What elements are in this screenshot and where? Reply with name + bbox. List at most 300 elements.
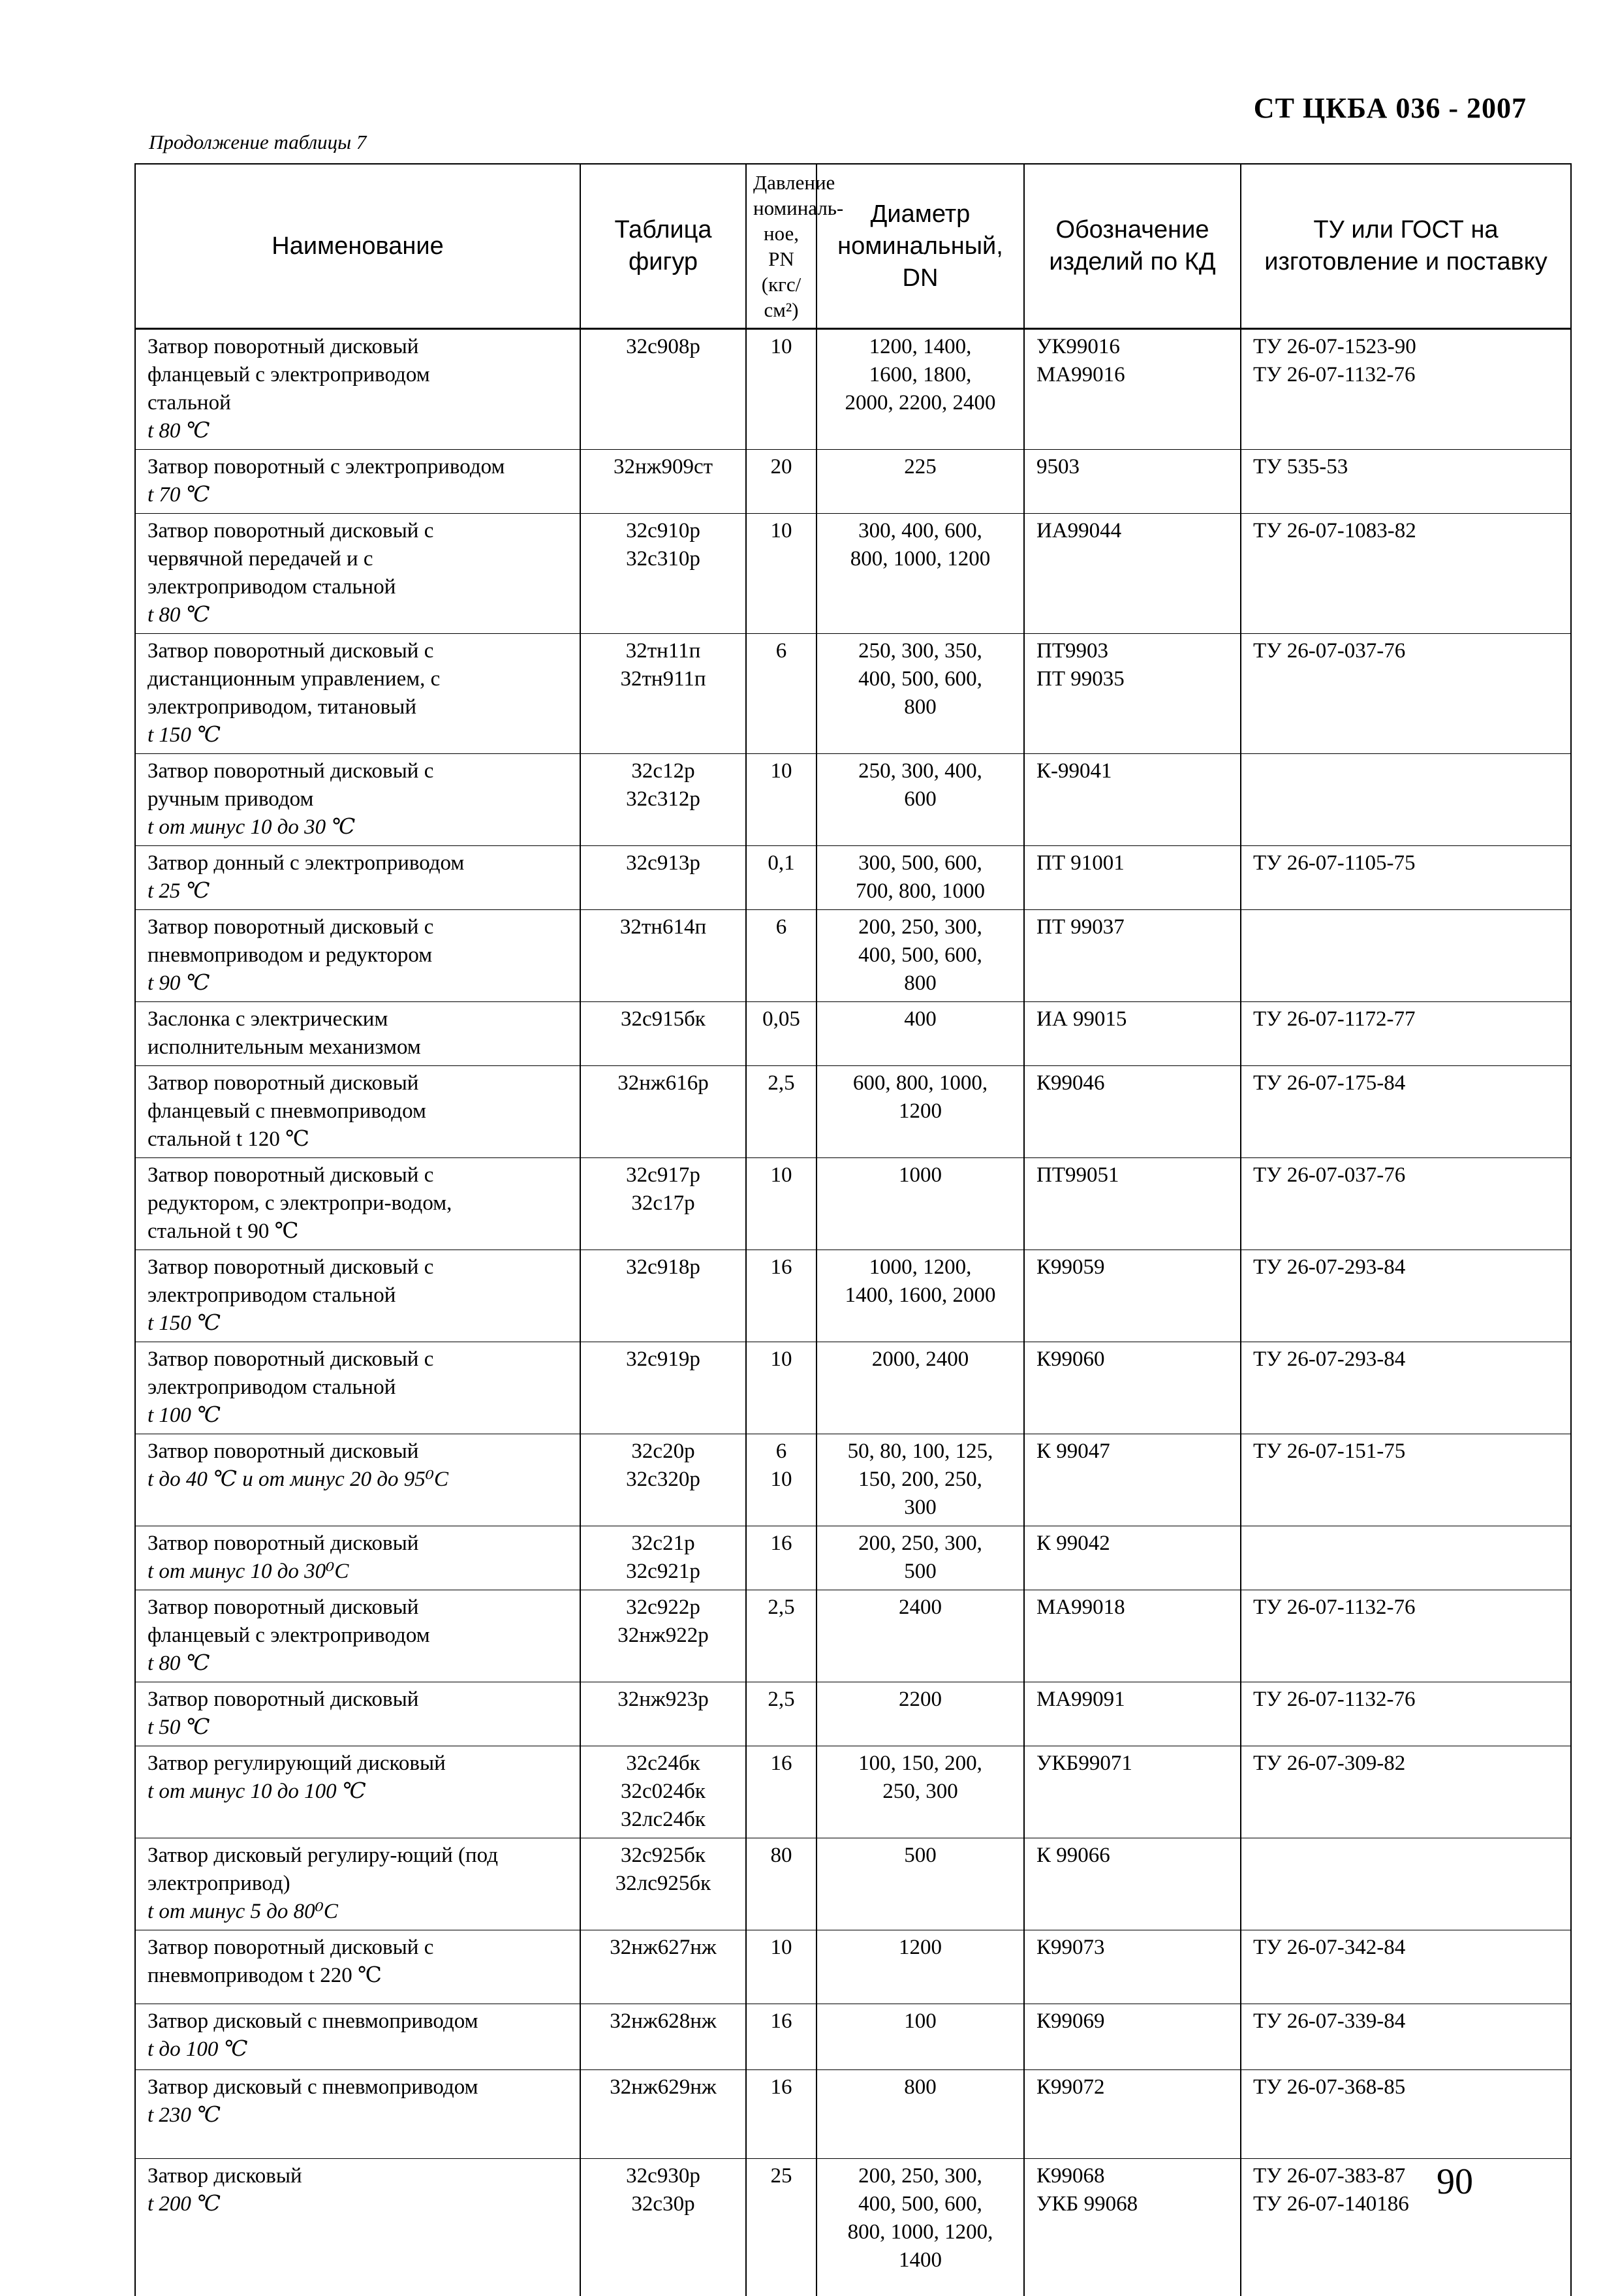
cell-standard [1241,1838,1571,1930]
cell-pressure [746,1746,817,1838]
cell-diameter [817,1342,1024,1434]
cell-figure-table-text: 32с918р [626,1255,700,1279]
table-row [135,1066,1571,1158]
cell-standard-text: ТУ 26-07-1172-77 [1253,1007,1416,1031]
cell-name [135,1838,580,1930]
item-name: Затвор поворотный дисковый [148,1688,419,1711]
item-name: Затвор поворотный дисковый фланцевый с пневмоприводом стальной t 120 ℃ [148,1071,426,1151]
cell-pressure [746,450,817,514]
cell-pressure-text: 25 [770,2164,792,2188]
cell-designation [1024,2159,1241,2296]
cell-pressure [746,846,817,910]
cell-diameter [817,754,1024,846]
col-header-pressure: Давление номиналь-ное, PN (кгс/см²) [746,164,817,329]
cell-diameter-text: 50, 80, 100, 125, 150, 200, 250, 300 [847,1439,993,1519]
cell-pressure [746,1434,817,1526]
cell-name [135,514,580,634]
cell-standard [1241,634,1571,754]
cell-designation-text: ИА99044 [1036,519,1122,543]
cell-pressure [746,910,817,1002]
cell-designation [1024,1682,1241,1746]
cell-designation [1024,1066,1241,1158]
item-name: Затвор дисковый [148,2164,302,2188]
cell-standard-text: ТУ 26-07-383-87 ТУ 26-07-140186 [1253,2164,1409,2216]
cell-figure-table-text: 32тн614п [619,915,707,939]
table-row [135,329,1571,450]
table-row [135,1526,1571,1590]
item-name: Затвор поворотный дисковый с дистанционным управлением, с электроприводом, титановый [148,639,441,719]
cell-figure-table-text: 32нж627нж [610,1936,717,1959]
cell-standard-text: ТУ 26-07-037-76 [1253,1163,1406,1187]
item-name: Затвор поворотный дисковый с червячной передачей и с электроприводом стальной [148,519,434,599]
cell-pressure-text: 2,5 [768,1071,795,1095]
cell-standard [1241,514,1571,634]
cell-pressure-text: 10 [770,335,792,358]
cell-designation [1024,846,1241,910]
cell-figure-table-text: 32с917р 32с17р [626,1163,700,1215]
cell-name [135,1158,580,1250]
cell-figure-table [580,2159,746,2296]
item-temperature: t до 100 ℃ [148,2037,248,2061]
table-row [135,1250,1571,1342]
cell-pressure-text: 2,5 [768,1596,795,1619]
cell-diameter-text: 1000 [899,1163,942,1187]
item-name: Затвор поворотный дисковый [148,1532,419,1555]
cell-figure-table-text: 32с925бк 32лс925бк [615,1844,711,1895]
cell-figure-table [580,910,746,1002]
cell-diameter [817,514,1024,634]
cell-standard-text: ТУ 26-07-309-82 [1253,1752,1406,1775]
item-name: Затвор поворотный дисковый с редуктором, с электропри-водом, стальной t 90 ℃ [148,1163,452,1243]
item-name: Затвор поворотный дисковый фланцевый с электроприводом [148,1596,430,1647]
cell-designation-text: МА99091 [1036,1688,1125,1711]
cell-pressure-text: 6 [775,915,787,939]
cell-standard [1241,1158,1571,1250]
cell-designation-text: К 99042 [1036,1532,1110,1555]
cell-standard [1241,846,1571,910]
cell-pressure [746,1002,817,1066]
item-temperature: t 230 ℃ [148,2103,221,2127]
cell-figure-table [580,754,746,846]
item-temperature: t 50 ℃ [148,1716,210,1739]
item-name: Затвор дисковый с пневмоприводом [148,2009,478,2033]
cell-diameter [817,1002,1024,1066]
cell-figure-table-text: 32нж923р [617,1688,709,1711]
item-name: Затвор поворотный дисковый [148,1439,419,1463]
cell-diameter [817,2004,1024,2070]
cell-pressure [746,754,817,846]
cell-designation [1024,2070,1241,2159]
cell-designation [1024,514,1241,634]
table-row [135,1590,1571,1682]
cell-designation-text: УКБ99071 [1036,1752,1132,1775]
item-name: Затвор донный с электроприводом [148,851,465,875]
cell-name [135,754,580,846]
cell-diameter-text: 250, 300, 400, 600 [858,759,982,811]
cell-standard [1241,2004,1571,2070]
cell-figure-table-text: 32с919р [626,1347,700,1371]
cell-diameter-text: 2000, 2400 [871,1347,969,1371]
cell-pressure-text: 16 [770,2075,792,2099]
cell-name [135,1930,580,2004]
cell-pressure-text: 10 [770,1347,792,1371]
col-header-designation: Обозначение изделий по КД [1024,164,1241,329]
cell-pressure-text: 0,1 [768,851,795,875]
cell-diameter-text: 1200 [899,1936,942,1959]
cell-diameter [817,846,1024,910]
cell-figure-table-text: 32с922р 32нж922р [617,1596,709,1647]
cell-figure-table-text: 32с913р [626,851,700,875]
cell-designation [1024,1434,1241,1526]
cell-designation-text: К99072 [1036,2075,1105,2099]
cell-designation [1024,1158,1241,1250]
cell-pressure [746,1590,817,1682]
cell-designation-text: УК99016 МА99016 [1036,335,1125,386]
page-number: 90 [1437,2162,1473,2202]
cell-figure-table-text: 32с12р 32с312р [626,759,700,811]
col-header-figure-table: Таблица фигур [580,164,746,329]
cell-diameter [817,1250,1024,1342]
item-temperature: t от минус 10 до 30⁰С [148,1560,349,1583]
cell-diameter [817,634,1024,754]
cell-diameter [817,450,1024,514]
item-temperature: t 150 ℃ [148,1312,221,1335]
cell-standard-text: ТУ 535-53 [1253,455,1348,479]
cell-pressure-text: 20 [770,455,792,479]
cell-figure-table [580,2004,746,2070]
cell-designation [1024,1002,1241,1066]
cell-figure-table [580,450,746,514]
cell-pressure-text: 80 [770,1844,792,1867]
cell-standard [1241,1002,1571,1066]
cell-pressure-text: 16 [770,1255,792,1279]
cell-diameter-text: 400 [904,1007,937,1031]
cell-designation-text: ПТ 91001 [1036,851,1125,875]
cell-diameter-text: 225 [904,455,937,479]
item-temperature: t от минус 10 до 30 ℃ [148,815,356,839]
cell-pressure [746,2004,817,2070]
table-row [135,1838,1571,1930]
cell-name [135,2070,580,2159]
cell-name [135,1250,580,1342]
item-name: Затвор поворотный дисковый с электроприводом стальной [148,1347,434,1399]
cell-designation-text: ПТ 99037 [1036,915,1125,939]
cell-standard [1241,329,1571,450]
cell-designation [1024,1342,1241,1434]
item-name: Затвор поворотный дисковый фланцевый с электроприводом стальной [148,335,430,415]
cell-standard-text: ТУ 26-07-339-84 [1253,2009,1406,2033]
cell-standard [1241,1342,1571,1434]
cell-pressure-text: 6 [775,639,787,663]
col-header-standard: ТУ или ГОСТ на изготовление и поставку [1241,164,1571,329]
cell-diameter [817,1930,1024,2004]
cell-pressure-text: 16 [770,1752,792,1775]
item-temperature: t 80 ℃ [148,419,210,443]
cell-diameter [817,1066,1024,1158]
cell-standard [1241,1746,1571,1838]
cell-diameter-text: 2200 [899,1688,942,1711]
item-temperature: t 90 ℃ [148,971,210,995]
cell-designation [1024,910,1241,1002]
cell-standard [1241,910,1571,1002]
cell-diameter-text: 2400 [899,1596,942,1619]
cell-pressure [746,329,817,450]
table-row [135,450,1571,514]
cell-name [135,1066,580,1158]
cell-pressure-text: 10 [770,759,792,783]
table-row [135,2004,1571,2070]
table-row [135,1342,1571,1434]
cell-diameter [817,1746,1024,1838]
cell-standard-text: ТУ 26-07-368-85 [1253,2075,1406,2099]
cell-standard-text: ТУ 26-07-1105-75 [1253,851,1416,875]
cell-pressure [746,1526,817,1590]
item-name: Затвор дисковый с пневмоприводом [148,2075,478,2099]
cell-standard-text: ТУ 26-07-037-76 [1253,639,1406,663]
table-row [135,1682,1571,1746]
cell-designation-text: К99060 [1036,1347,1105,1371]
cell-figure-table-text: 32с908р [626,335,700,358]
cell-designation [1024,1930,1241,2004]
cell-figure-table [580,1250,746,1342]
item-temperature: t 200 ℃ [148,2192,221,2216]
cell-figure-table [580,1434,746,1526]
cell-diameter [817,1838,1024,1930]
cell-diameter [817,1158,1024,1250]
cell-pressure [746,634,817,754]
cell-diameter-text: 1200, 1400, 1600, 1800, 2000, 2200, 2400 [845,335,996,415]
item-name: Заслонка с электрическим исполнительным механизмом [148,1007,421,1059]
item-name: Затвор поворотный дисковый с пневмоприводом t 220 ℃ [148,1936,434,1987]
cell-figure-table [580,846,746,910]
cell-designation-text: ПТ9903 ПТ 99035 [1036,639,1125,691]
cell-pressure [746,1838,817,1930]
cell-designation [1024,634,1241,754]
item-name: Затвор регулирующий дисковый [148,1752,446,1775]
item-name: Затвор поворотный дисковый с ручным приводом [148,759,434,811]
table-row [135,910,1571,1002]
col-header-name: Наименование [135,164,580,329]
cell-diameter-text: 1000, 1200, 1400, 1600, 2000 [845,1255,996,1307]
cell-pressure [746,1158,817,1250]
item-temperature: t 100 ℃ [148,1404,221,1427]
item-temperature: t 70 ℃ [148,483,210,507]
cell-figure-table [580,514,746,634]
table-row [135,2159,1571,2296]
cell-pressure-text: 10 [770,1936,792,1959]
cell-designation [1024,1526,1241,1590]
cell-figure-table [580,1526,746,1590]
cell-standard [1241,1066,1571,1158]
table-row [135,1434,1571,1526]
table-continuation-caption: Продолжение таблицы 7 [149,131,367,153]
cell-diameter-text: 250, 300, 350, 400, 500, 600, 800 [858,639,982,719]
cell-name [135,1002,580,1066]
cell-diameter [817,1526,1024,1590]
cell-name [135,634,580,754]
cell-standard [1241,2070,1571,2159]
item-temperature: t 150 ℃ [148,723,221,747]
cell-designation-text: ИА 99015 [1036,1007,1127,1031]
table-row [135,1930,1571,2004]
item-temperature: t 25 ℃ [148,879,210,903]
cell-name [135,1342,580,1434]
cell-figure-table [580,1002,746,1066]
cell-pressure-text: 2,5 [768,1688,795,1711]
cell-name [135,1434,580,1526]
cell-standard-text: ТУ 26-07-342-84 [1253,1936,1406,1959]
cell-figure-table-text: 32с930р 32с30р [626,2164,700,2216]
item-temperature: t от минус 5 до 80⁰С [148,1900,338,1923]
cell-figure-table [580,1930,746,2004]
cell-figure-table [580,1682,746,1746]
cell-pressure [746,1930,817,2004]
cell-diameter [817,2070,1024,2159]
cell-name [135,910,580,1002]
table-header [135,164,1571,329]
cell-standard-text: ТУ 26-07-293-84 [1253,1255,1406,1279]
cell-figure-table-text: 32нж909ст [613,455,713,479]
cell-designation [1024,754,1241,846]
cell-standard-text: ТУ 26-07-1523-90 ТУ 26-07-1132-76 [1253,335,1416,386]
table-body [135,329,1571,2296]
cell-designation-text: К99073 [1036,1936,1105,1959]
cell-name [135,1526,580,1590]
item-name: Затвор дисковый регулиру-ющий (под электропривод) [148,1844,499,1895]
cell-name [135,2004,580,2070]
item-temperature: t от минус 10 до 100 ℃ [148,1780,366,1803]
cell-name [135,1746,580,1838]
table-row [135,1746,1571,1838]
cell-pressure [746,1066,817,1158]
cell-diameter [817,1590,1024,1682]
cell-standard [1241,1682,1571,1746]
cell-name [135,1682,580,1746]
cell-diameter-text: 300, 500, 600, 700, 800, 1000 [856,851,985,903]
cell-designation-text: К99069 [1036,2009,1105,2033]
cell-diameter-text: 600, 800, 1000, 1200 [852,1071,988,1123]
table-row [135,1158,1571,1250]
cell-diameter-text: 200, 250, 300, 400, 500, 600, 800, 1000, 1200, 1400 [847,2164,993,2272]
cell-figure-table [580,1342,746,1434]
cell-standard [1241,1590,1571,1682]
cell-figure-table [580,1746,746,1838]
cell-figure-table-text: 32с915бк [621,1007,706,1031]
cell-diameter-text: 500 [904,1844,937,1867]
cell-standard [1241,754,1571,846]
cell-figure-table [580,1590,746,1682]
item-name: Затвор поворотный дисковый с пневмоприводом и редуктором [148,915,434,967]
cell-diameter [817,329,1024,450]
cell-designation [1024,1590,1241,1682]
cell-standard-text: ТУ 26-07-1132-76 [1253,1688,1416,1711]
cell-diameter [817,2159,1024,2296]
cell-designation-text: К-99041 [1036,759,1112,783]
document-code: СТ ЦКБА 036 - 2007 [1253,92,1527,124]
cell-standard-text: ТУ 26-07-1132-76 [1253,1596,1416,1619]
cell-name [135,450,580,514]
cell-pressure [746,1250,817,1342]
cell-pressure [746,1682,817,1746]
cell-name [135,846,580,910]
cell-standard [1241,1250,1571,1342]
cell-designation [1024,450,1241,514]
cell-standard [1241,1434,1571,1526]
cell-pressure-text: 0,05 [762,1007,800,1031]
table-row [135,754,1571,846]
table-row [135,1002,1571,1066]
valves-table [134,163,1572,2296]
cell-pressure [746,2070,817,2159]
cell-standard-text: ТУ 26-07-293-84 [1253,1347,1406,1371]
table-row [135,2070,1571,2159]
table-row [135,634,1571,754]
cell-standard-text: ТУ 26-07-1083-82 [1253,519,1416,543]
cell-pressure-text: 10 [770,519,792,543]
table-row [135,846,1571,910]
cell-designation-text: ПТ99051 [1036,1163,1119,1187]
cell-designation [1024,2004,1241,2070]
cell-designation-text: К99046 [1036,1071,1105,1095]
col-header-diameter: Диаметр номинальный, DN [817,164,1024,329]
cell-diameter [817,1682,1024,1746]
cell-pressure-text: 10 [770,1163,792,1187]
cell-pressure-text: 16 [770,1532,792,1555]
cell-designation-text: 9503 [1036,455,1080,479]
item-temperature: t 80 ℃ [148,1652,210,1675]
cell-designation-text: К 99047 [1036,1439,1110,1463]
cell-figure-table [580,1066,746,1158]
cell-pressure-text: 16 [770,2009,792,2033]
table-row [135,514,1571,634]
cell-diameter-text: 100, 150, 200, 250, 300 [858,1752,982,1803]
cell-diameter [817,910,1024,1002]
cell-figure-table [580,329,746,450]
item-name: Затвор поворотный дисковый с электроприводом стальной [148,1255,434,1307]
cell-figure-table [580,1838,746,1930]
cell-standard-text: ТУ 26-07-151-75 [1253,1439,1406,1463]
cell-designation-text: К 99066 [1036,1844,1110,1867]
cell-figure-table [580,634,746,754]
item-temperature: t 80 ℃ [148,603,210,627]
item-name: Затвор поворотный с электроприводом [148,455,505,479]
cell-figure-table-text: 32с910р 32с310р [626,519,700,571]
cell-name [135,1590,580,1682]
cell-diameter-text: 300, 400, 600, 800, 1000, 1200 [850,519,991,571]
cell-designation [1024,1838,1241,1930]
item-temperature: t до 40 ℃ и от минус 20 до 95⁰С [148,1468,449,1491]
cell-figure-table-text: 32нж616р [617,1071,709,1095]
cell-pressure [746,514,817,634]
cell-diameter-text: 800 [904,2075,937,2099]
cell-standard [1241,2159,1571,2296]
cell-designation-text: К99068 УКБ 99068 [1036,2164,1138,2216]
cell-figure-table-text: 32нж628нж [610,2009,717,2033]
cell-standard [1241,450,1571,514]
cell-designation-text: МА99018 [1036,1596,1125,1619]
cell-figure-table [580,1158,746,1250]
cell-figure-table-text: 32тн11п 32тн911п [620,639,706,691]
cell-designation [1024,329,1241,450]
cell-pressure [746,1342,817,1434]
cell-standard-text: ТУ 26-07-175-84 [1253,1071,1406,1095]
cell-standard [1241,1930,1571,2004]
cell-figure-table-text: 32нж629нж [610,2075,717,2099]
cell-name [135,329,580,450]
cell-figure-table-text: 32с24бк 32с024бк 32лс24бк [621,1752,706,1831]
cell-designation [1024,1250,1241,1342]
cell-name [135,2159,580,2296]
